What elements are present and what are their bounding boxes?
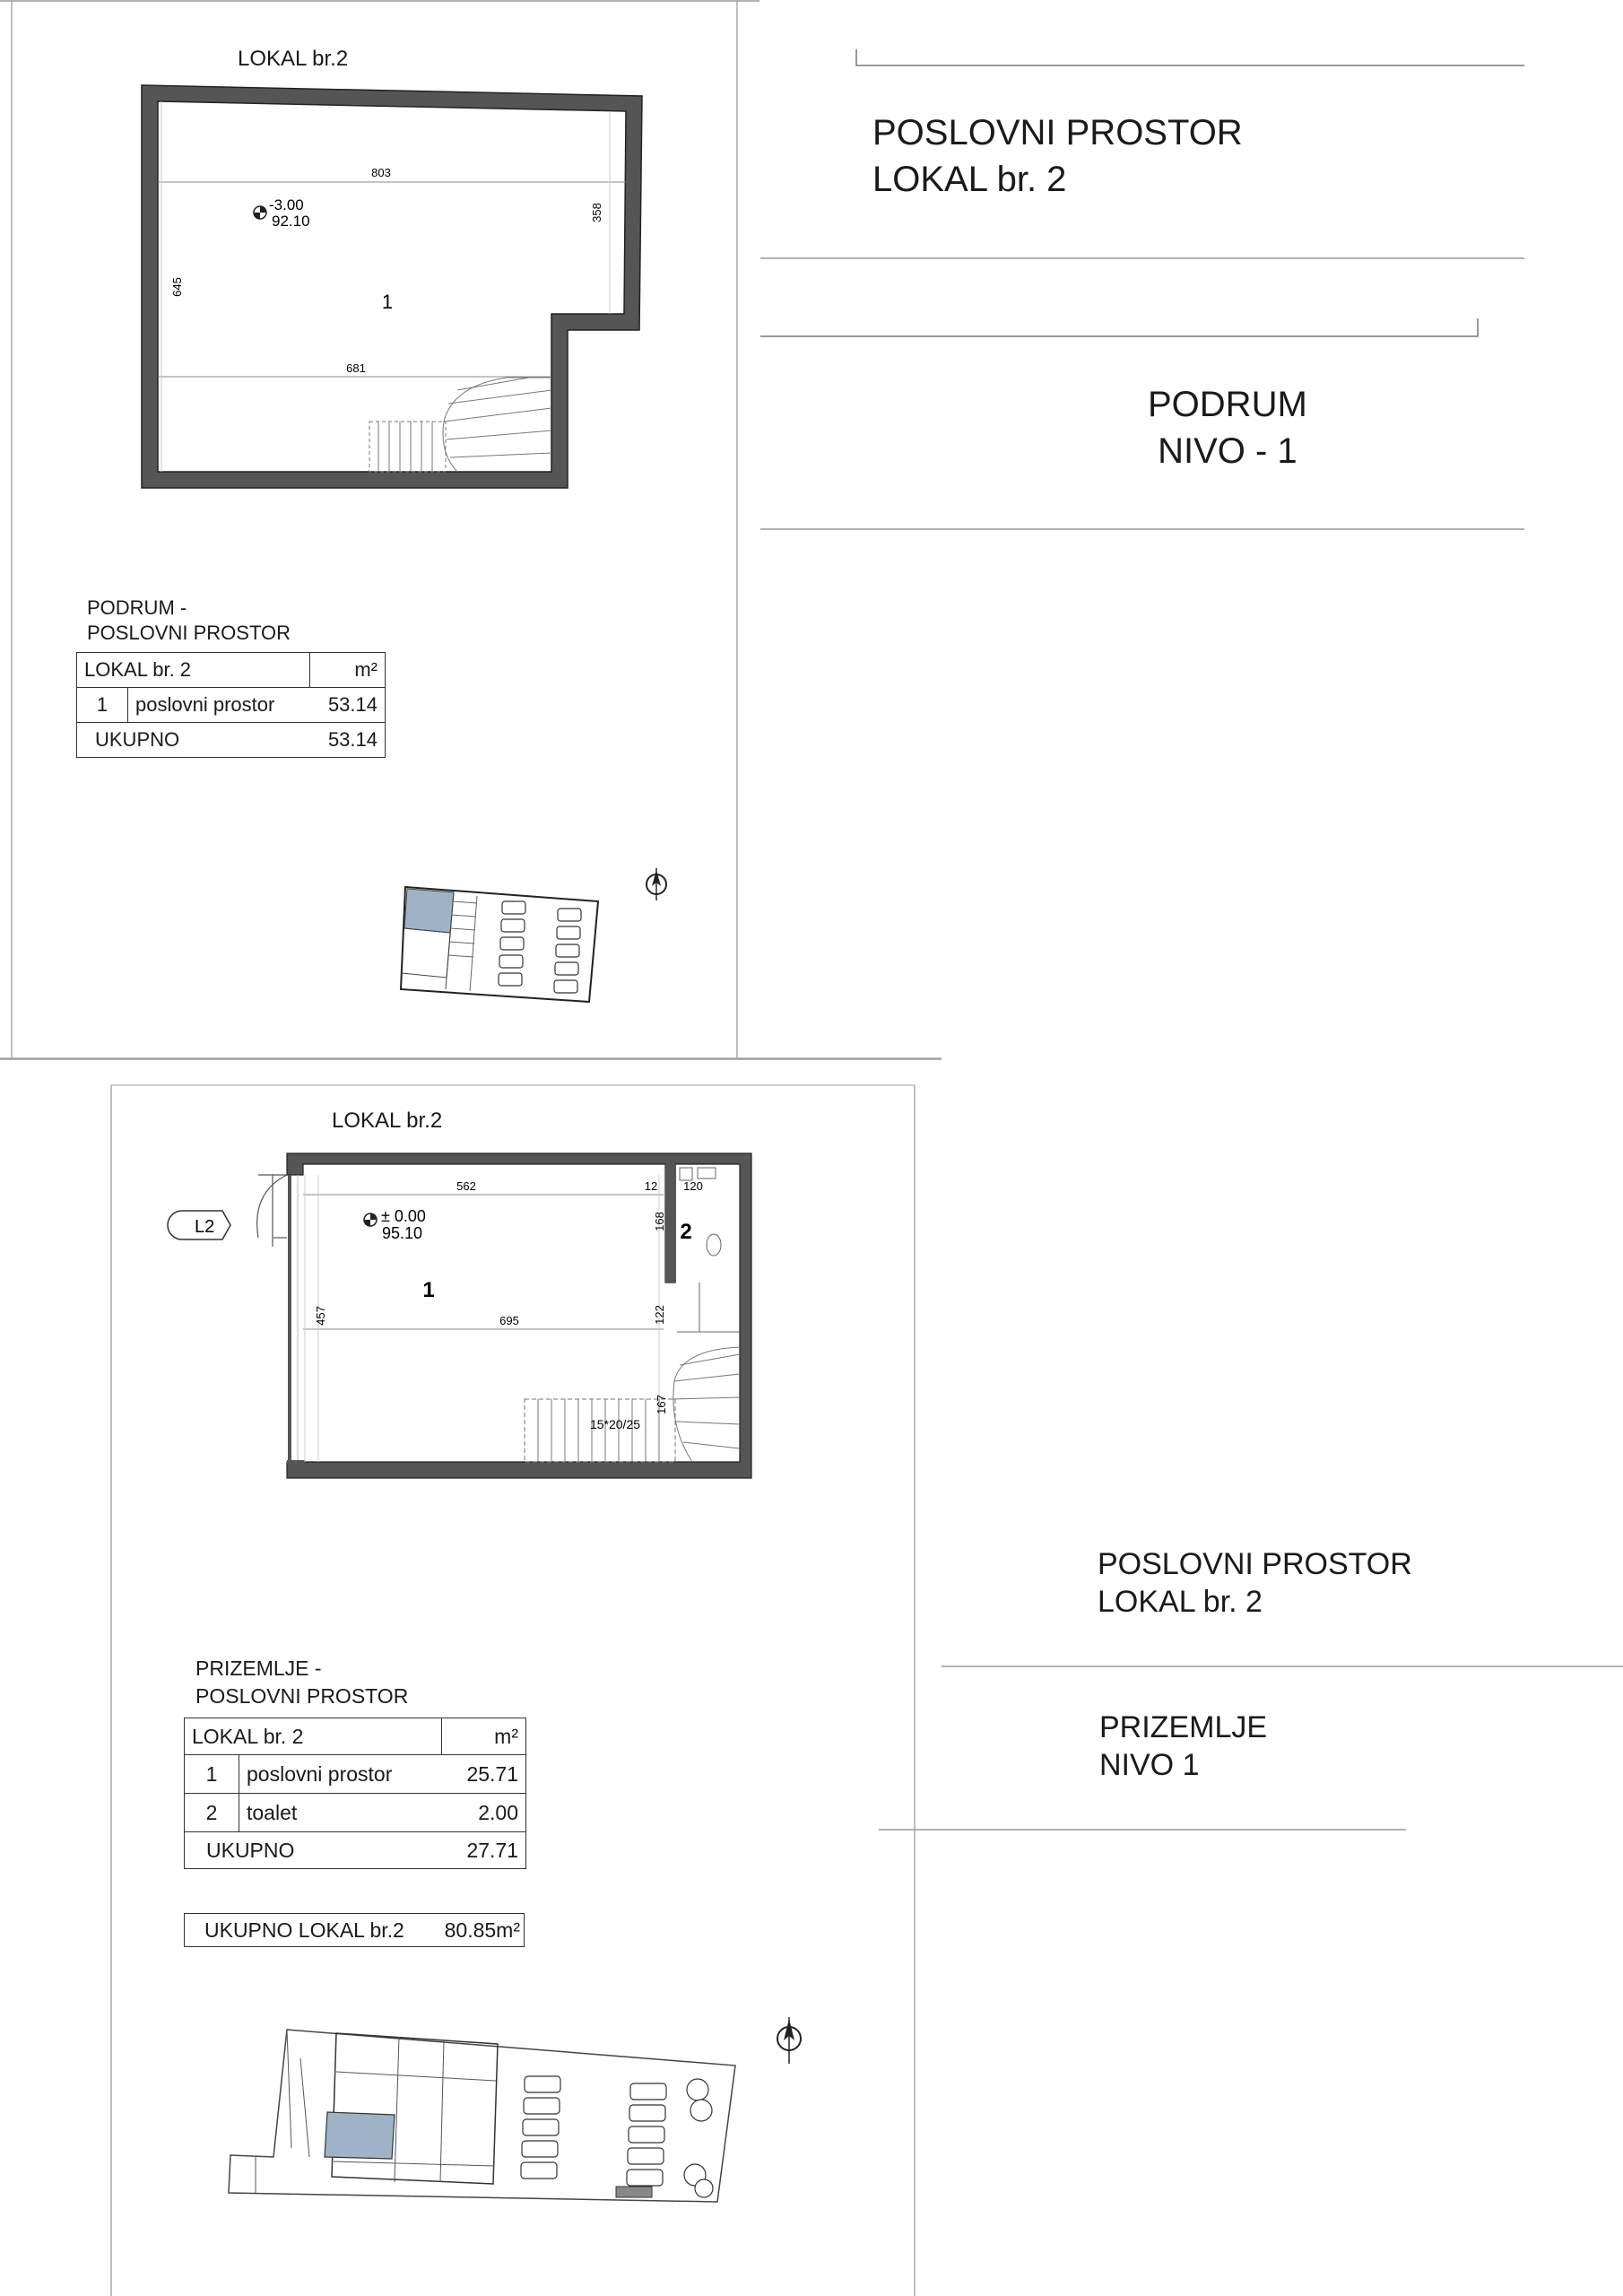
upper-floor-label [1148, 381, 1307, 474]
grand-total-label: UKUPNO LOKAL br.2 [204, 1918, 404, 1942]
upper-table-caption [87, 596, 291, 646]
row-name: toalet [239, 1794, 442, 1832]
basement-room-number: 1 [381, 291, 394, 313]
lower-header-line1: POSLOVNI PROSTOR [1098, 1547, 1412, 1581]
upper-total-label: UKUPNO [77, 723, 310, 758]
dim-bottom: 681 [346, 361, 366, 375]
upper-floor-line2: NIVO - 1 [1158, 431, 1298, 471]
ground-elevation-value: 95.10 [382, 1224, 423, 1242]
north-arrow-icon [638, 866, 674, 902]
dim-left: 645 [170, 277, 184, 297]
entrance-door [257, 1175, 287, 1247]
dim-stair: 167 [655, 1395, 668, 1414]
dim-top: 803 [371, 166, 391, 179]
lower-table-unit: LOKAL br. 2 [185, 1718, 442, 1755]
row-area: 53.14 [309, 688, 385, 723]
upper-header-line1: POSLOVNI PROSTOR [872, 113, 1243, 152]
ground-level-marker-icon [364, 1213, 377, 1226]
lower-header-line2: LOKAL br. 2 [1098, 1585, 1263, 1619]
lower-total-label: UKUPNO [185, 1832, 442, 1869]
row-number: 2 [185, 1794, 239, 1832]
upper-table-unit-col: m² [309, 653, 385, 688]
ground-walls [287, 1153, 751, 1478]
lower-caption-line1: PRIZEMLJE - [195, 1657, 322, 1680]
room-number-1: 1 [422, 1278, 435, 1302]
upper-floor-line1: PODRUM [1148, 385, 1307, 424]
lower-floor-line2: NIVO 1 [1099, 1748, 1200, 1782]
grand-total-box [184, 1913, 525, 1947]
upper-caption-line2: POSLOVNI PROSTOR [87, 622, 291, 644]
stair-label: 15*20/25 [589, 1417, 641, 1431]
lower-plan-title: LOKAL br.2 [332, 1109, 443, 1133]
lower-caption-line2: POSLOVNI PROSTOR [195, 1684, 409, 1708]
basement-stair [369, 378, 551, 472]
dim-middle: 695 [499, 1314, 519, 1327]
lower-floor-label [1099, 1709, 1267, 1784]
ground-site-key-plan [220, 2022, 740, 2206]
dim-top: 562 [456, 1179, 476, 1193]
basement-level-marker-icon [254, 206, 266, 219]
basement-level-value: -3.00 [269, 196, 304, 213]
row-number: 1 [185, 1755, 239, 1794]
basement-elevation-value: 92.10 [272, 213, 310, 230]
dim-wall: 12 [644, 1179, 658, 1193]
upper-total-value: 53.14 [309, 723, 385, 758]
entrance-tag-label: L2 [195, 1217, 215, 1237]
row-number: 1 [77, 688, 128, 723]
ground-stair [525, 1347, 740, 1462]
dim-right: 358 [590, 203, 603, 222]
basement-floor-plan [135, 76, 655, 498]
lower-table-caption [195, 1655, 408, 1710]
dim-left: 457 [314, 1306, 327, 1326]
grand-total-value: 80.85m² [444, 1918, 520, 1942]
table-row [185, 1755, 526, 1794]
lower-table-unit-col: m² [442, 1718, 526, 1755]
ground-floor-plan [161, 1139, 771, 1498]
lower-total-value: 27.71 [442, 1832, 526, 1869]
north-arrow-icon [767, 2013, 812, 2067]
upper-caption-line1: PODRUM - [87, 596, 187, 619]
row-area: 25.71 [442, 1755, 526, 1794]
dim-right: 122 [653, 1305, 666, 1325]
table-row [77, 688, 386, 723]
dim-wc-height: 168 [653, 1212, 666, 1231]
basement-walls [142, 85, 642, 488]
upper-header-line2: LOKAL br. 2 [872, 160, 1067, 199]
lower-area-table [184, 1718, 526, 1869]
upper-table-unit: LOKAL br. 2 [77, 653, 310, 688]
lower-floor-line1: PRIZEMLJE [1099, 1710, 1268, 1744]
upper-area-table [76, 652, 386, 758]
basement-site-key-plan [396, 883, 603, 1004]
upper-plan-title: LOKAL br.2 [238, 47, 349, 71]
table-row [185, 1794, 526, 1832]
room-number-2: 2 [680, 1220, 692, 1244]
upper-header [872, 109, 1243, 203]
row-name: poslovni prostor [239, 1755, 442, 1794]
lower-header [1098, 1545, 1412, 1621]
ground-level-value: ± 0.00 [381, 1207, 426, 1225]
dim-wc-width: 120 [683, 1179, 703, 1193]
row-area: 2.00 [442, 1794, 526, 1832]
row-name: poslovni prostor [128, 688, 310, 723]
